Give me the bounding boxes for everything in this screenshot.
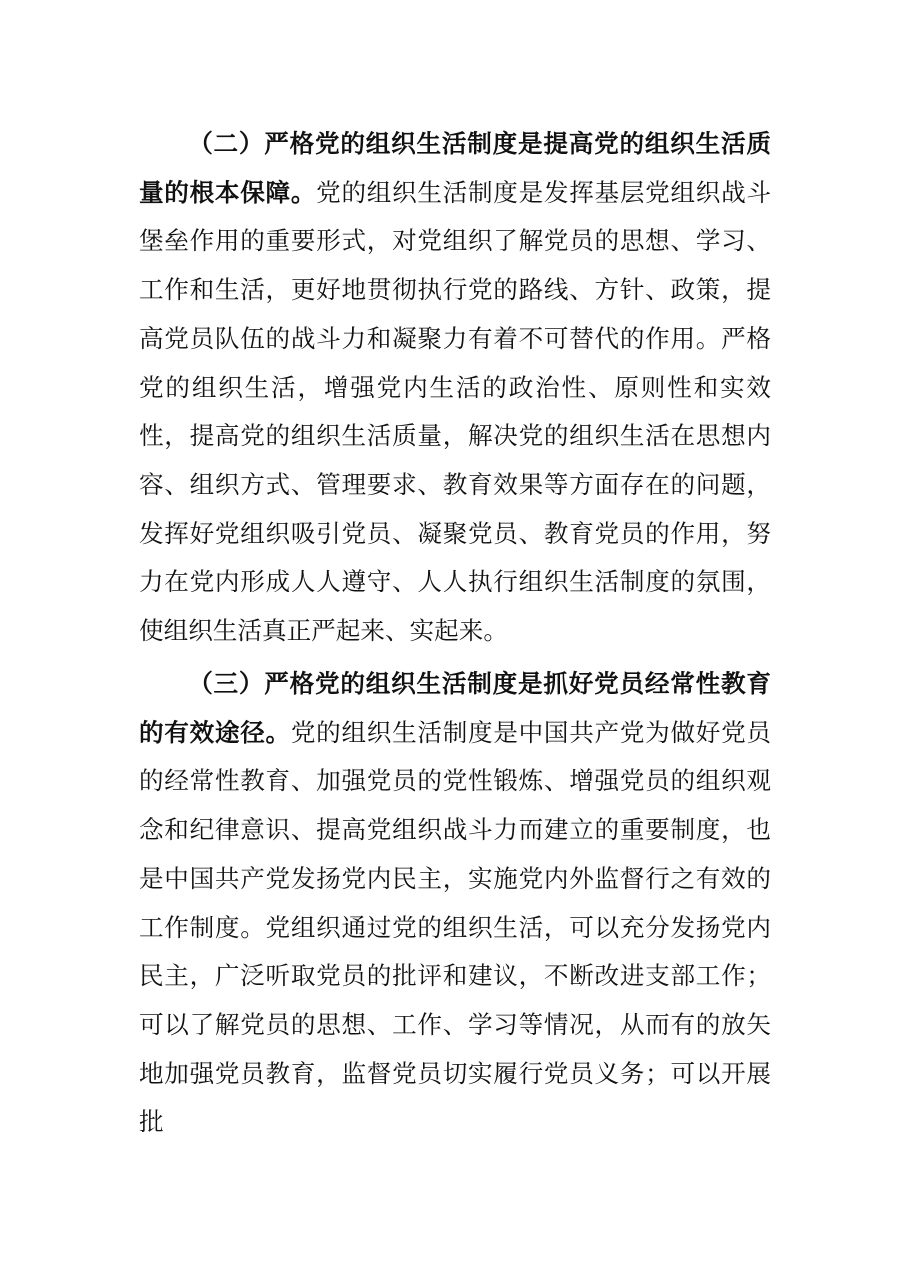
paragraph-section-two xyxy=(139,120,771,656)
section-two-body: 党的组织生活制度是发挥基层党组织战斗堡垒作用的重要形式，对党组织了解党员的思想、学习、工作和生活，更好地贯彻执行党的路线、方针、政策，提高党员队伍的战斗力和凝聚力有着不可替代的作用。严格党的组织生活，增强党内生活的政治性、原则性和实效性，提高党的组织生活质量，解决党的组织生活在思想内容、组织方式、管理要求、教育效果等方面存在的问题，发挥好党组织吸引党员、凝聚党员、教育党员的作用，努力在党内形成人人遵守、人人执行组织生活制度的氛围，使组织生活真正严起来、实起来。 xyxy=(139,177,771,646)
section-two-heading: （二）严格党的组织生活制度是提高党的组织生活质量的根本保障。 xyxy=(139,129,771,207)
section-three-heading: （三）严格党的组织生活制度是抓好党员经常性教育的有效途径。 xyxy=(139,669,771,747)
paragraph-section-three xyxy=(139,660,771,1147)
section-three-body: 党的组织生活制度是中国共产党为做好党员的经常性教育、加强党员的党性锻炼、增强党员的组织观念和纪律意识、提高党组织战斗力而建立的重要制度，也是中国共产党发扬党内民主，实施党内外监督行之有效的工作制度。党组织通过党的组织生活，可以充分发扬党内民主，广泛听取党员的批评和建议，不断改进支部工作；可以了解党员的思想、工作、学习等情况，从而有的放矢地加强党员教育，监督党员切实履行党员义务；可以开展批 xyxy=(139,717,771,1137)
